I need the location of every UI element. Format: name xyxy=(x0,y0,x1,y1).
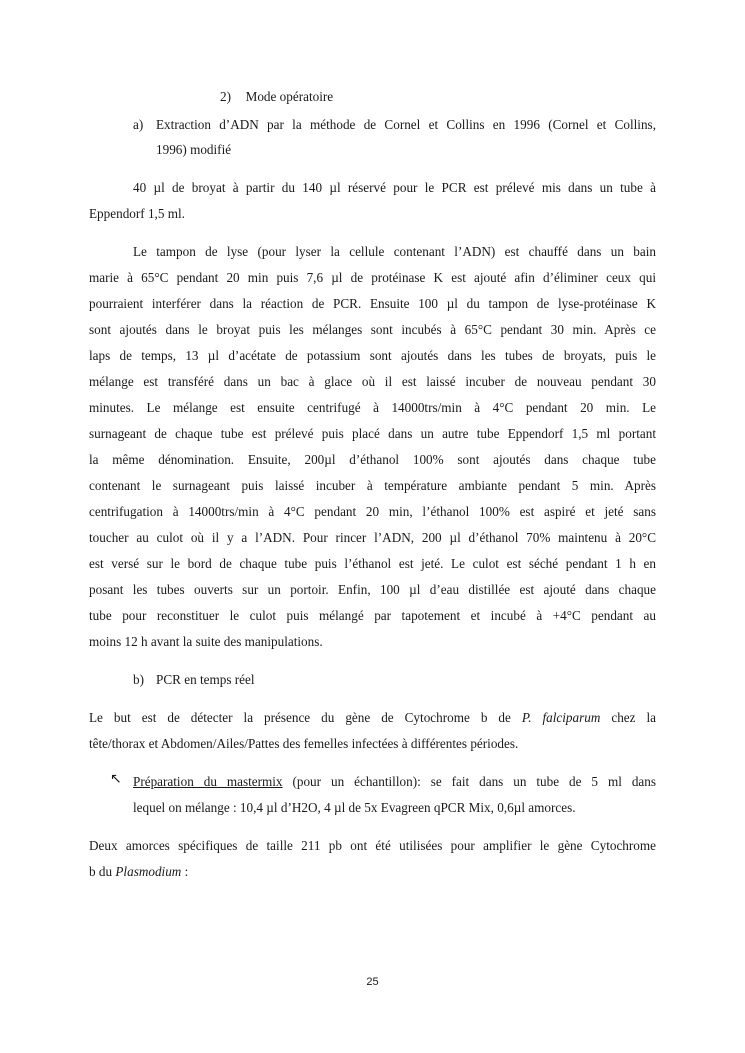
paragraph-2-line: contenant le surnageant puis laissé incuber à température ambiante pendant 5 min. Après xyxy=(89,478,656,493)
paragraph-2-line: laps de temps, 13 µl d’acétate de potassium sont ajoutés dans les tubes de broyats, puis le xyxy=(89,348,656,363)
subheading-a-letter: a) xyxy=(133,117,144,132)
paragraph-2-line: sont ajoutés dans le broyat puis les mélanges sont incubés à 65°C pendant 30 min. Après ce xyxy=(89,322,656,337)
arrow-bullet-icon: ↖ xyxy=(110,771,122,787)
paragraph-2-line: posant les tubes ouverts sur un portoir. Enfin, 100 µl d’eau distillée est ajouté dans chaque xyxy=(89,582,656,597)
paragraph-3-text: Le but est de détecter la présence du gène de Cytochrome b de xyxy=(89,710,522,725)
genus-name: Plasmodium xyxy=(115,864,182,879)
paragraph-1-line-2: Eppendorf 1,5 ml. xyxy=(89,206,185,221)
subheading-a-line-1: Extraction d’ADN par la méthode de Cornel et Collins en 1996 (Cornel et Collins, xyxy=(156,117,656,132)
paragraph-4-line-2 xyxy=(89,864,188,880)
species-name: P. falciparum xyxy=(521,710,601,725)
paragraph-2-line: mélange est transféré dans un bac à glace où il est laissé incuber de nouveau pendant 30 xyxy=(89,374,656,389)
paragraph-2-line: surnageant de chaque tube est prélevé puis placé dans un autre tube Eppendorf 1,5 ml portant xyxy=(89,426,656,441)
paragraph-4-text: : xyxy=(181,864,189,879)
subheading-b-letter: b) xyxy=(133,672,144,687)
bullet-line-2: lequel on mélange : 10,4 µl d’H2O, 4 µl de 5x Evagreen qPCR Mix, 0,6µl amorces. xyxy=(133,800,576,815)
paragraph-2-line: Le tampon de lyse (pour lyser la cellule contenant l’ADN) est chauffé dans un bain xyxy=(133,244,656,259)
section-heading xyxy=(220,89,333,105)
paragraph-2-line: minutes. Le mélange est ensuite centrifugé à 14000trs/min à 4°C pendant 20 min. Le xyxy=(89,400,656,415)
paragraph-2-line: marie à 65°C pendant 20 min puis 7,6 µl de protéinase K est ajouté afin d’éliminer ceux qui xyxy=(89,270,656,285)
bullet-title: Préparation du mastermix xyxy=(133,774,283,789)
bullet-line-1 xyxy=(133,774,656,790)
paragraph-2-line: pourraient interférer dans la réaction de PCR. Ensuite 100 µl du tampon de lyse-protéinase K xyxy=(89,296,656,311)
paragraph-1-line-1: 40 µl de broyat à partir du 140 µl réservé pour le PCR est prélevé mis dans un tube à xyxy=(133,180,656,195)
page-number: 25 xyxy=(366,976,379,988)
paragraph-2-line: tube pour reconstituer le culot puis mélangé par tapotement et incubé à +4°C pendant au xyxy=(89,608,656,623)
subheading-b-title: PCR en temps réel xyxy=(156,672,255,687)
paragraph-2-line: toucher au culot où il y a l’ADN. Pour rincer l’ADN, 200 µl d’éthanol 70% maintenu à 20°C xyxy=(89,530,656,545)
section-title: Mode opératoire xyxy=(245,89,334,104)
paragraph-4-text: b du xyxy=(89,864,116,879)
section-number: 2) xyxy=(220,89,231,104)
paragraph-3-line-2: tête/thorax et Abdomen/Ailes/Pattes des femelles infectées à différentes périodes. xyxy=(89,736,519,751)
bullet-text: (pour un échantillon): se fait dans un tube de 5 ml dans xyxy=(282,774,657,789)
paragraph-2-line: la même dénomination. Ensuite, 200µl d’éthanol 100% sont ajoutés dans chaque tube xyxy=(89,452,656,467)
paragraph-4-line-1: Deux amorces spécifiques de taille 211 pb ont été utilisées pour amplifier le gène Cytochrome xyxy=(89,838,656,853)
paragraph-2-line: est versé sur le bord de chaque tube puis l’éthanol est jeté. Le culot est séché pendant 1 h en xyxy=(89,556,656,571)
subheading-a-line-2: 1996) modifié xyxy=(156,142,232,157)
paragraph-2-line: centrifugation à 14000trs/min à 4°C pendant 20 min, l’éthanol 100% est aspiré et jeté sans xyxy=(89,504,656,519)
paragraph-2-line: moins 12 h avant la suite des manipulations. xyxy=(89,634,323,649)
paragraph-3-text: chez la xyxy=(600,710,657,725)
paragraph-3-line-1 xyxy=(89,710,656,726)
